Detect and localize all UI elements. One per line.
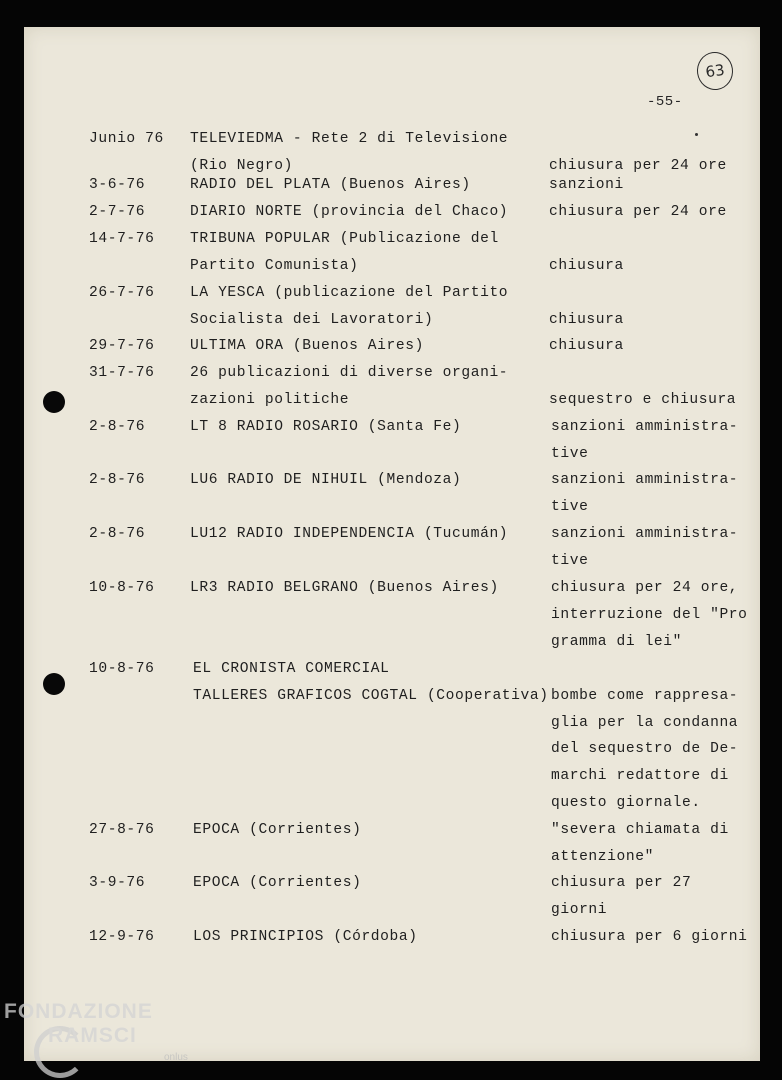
archive-stamp: 63	[695, 50, 736, 93]
entry-action: attenzione"	[551, 848, 654, 865]
entry-date: Junio 76	[89, 131, 164, 147]
entry-publication: TRIBUNA POPULAR (Publicazione del	[190, 231, 499, 247]
entry-publication: DIARIO NORTE (provincia del Chaco)	[190, 204, 509, 220]
entry-action: sequestro e chiusura	[549, 391, 737, 408]
entry-publication: LOS PRINCIPIOS (Córdoba)	[193, 929, 418, 945]
entry-action: sanzioni amministra-	[551, 472, 739, 488]
entry-publication: EPOCA (Corrientes)	[193, 875, 362, 891]
entry-action: del sequestro de De-	[551, 741, 739, 758]
entry-publication: LU6 RADIO DE NIHUIL (Mendoza)	[190, 472, 462, 488]
entry-date: 10-8-76	[89, 661, 155, 677]
punch-hole	[43, 673, 65, 695]
entry-date: 10-8-76	[89, 580, 155, 596]
entry-action: glia per la condanna	[551, 714, 739, 731]
entry-publication: RADIO DEL PLATA (Buenos Aires)	[190, 177, 471, 193]
entry-action: chiusura per 6 giorni	[551, 929, 748, 945]
entry-publication: Partito Comunista)	[190, 257, 359, 274]
entry-publication: Socialista dei Lavoratori)	[190, 311, 434, 328]
entry-action: chiusura per 24 ore	[549, 204, 727, 220]
entry-publication: TELEVIEDMA - Rete 2 di Televisione	[190, 131, 509, 147]
entry-action: tive	[551, 445, 589, 462]
entry-action: sanzioni	[549, 177, 624, 193]
entry-action: tive	[551, 498, 589, 515]
entry-publication: TALLERES GRAFICOS COGTAL (Cooperativa)	[193, 687, 549, 704]
entry-action: "severa chiamata di	[551, 822, 729, 838]
watermark-line1: FONDAZIONE	[4, 1000, 153, 1023]
entry-publication: ULTIMA ORA (Buenos Aires)	[190, 338, 424, 354]
ink-speck	[695, 133, 698, 136]
entry-action: chiusura per 27	[551, 875, 692, 891]
entry-date: 3-9-76	[89, 875, 146, 891]
entry-date: 27-8-76	[89, 822, 155, 838]
entry-action: interruzione del "Pro	[551, 606, 748, 623]
entry-publication: 26 publicazioni di diverse organi-	[190, 365, 509, 381]
entry-action: giorni	[551, 901, 608, 918]
entry-publication: LT 8 RADIO ROSARIO (Santa Fe)	[190, 419, 462, 435]
entry-date: 14-7-76	[89, 231, 155, 247]
entry-date: 12-9-76	[89, 929, 155, 945]
entry-publication: EPOCA (Corrientes)	[193, 822, 362, 838]
entry-action: chiusura	[549, 311, 624, 328]
entry-action: chiusura per 24 ore	[549, 157, 727, 174]
entry-action: chiusura	[549, 338, 624, 354]
watermark-logo	[4, 1000, 194, 1080]
entry-publication: LU12 RADIO INDEPENDENCIA (Tucumán)	[190, 526, 509, 542]
entry-date: 2-8-76	[89, 419, 146, 435]
entry-action: questo giornale.	[551, 795, 701, 811]
punch-hole	[43, 391, 65, 413]
entry-date: 2-8-76	[89, 526, 146, 542]
entry-action: tive	[551, 552, 589, 569]
watermark-line2: RAMSCI	[48, 1024, 137, 1047]
entry-date: 2-7-76	[89, 204, 146, 220]
entry-date: 2-8-76	[89, 472, 146, 488]
entry-action: chiusura per 24 ore,	[551, 580, 739, 596]
entry-date: 26-7-76	[89, 285, 155, 301]
entry-action: chiusura	[549, 257, 624, 274]
entry-publication: LR3 RADIO BELGRANO (Buenos Aires)	[190, 580, 499, 596]
entry-action: gramma di lei"	[551, 633, 683, 650]
entry-publication: EL CRONISTA COMERCIAL	[193, 661, 390, 677]
entry-publication: (Rio Negro)	[190, 157, 293, 174]
watermark-suffix: onlus	[164, 1052, 188, 1063]
entry-date: 3-6-76	[89, 177, 146, 193]
entry-action: marchi redattore di	[551, 768, 729, 785]
entry-action: sanzioni amministra-	[551, 419, 739, 435]
entry-date: 31-7-76	[89, 365, 155, 381]
entry-action: sanzioni amministra-	[551, 526, 739, 542]
entry-publication: zazioni politiche	[190, 391, 350, 408]
entry-publication: LA YESCA (publicazione del Partito	[190, 285, 509, 301]
entry-action: bombe come rappresa-	[551, 687, 739, 704]
entry-date: 29-7-76	[89, 338, 155, 354]
page-number: -55-	[647, 94, 683, 110]
